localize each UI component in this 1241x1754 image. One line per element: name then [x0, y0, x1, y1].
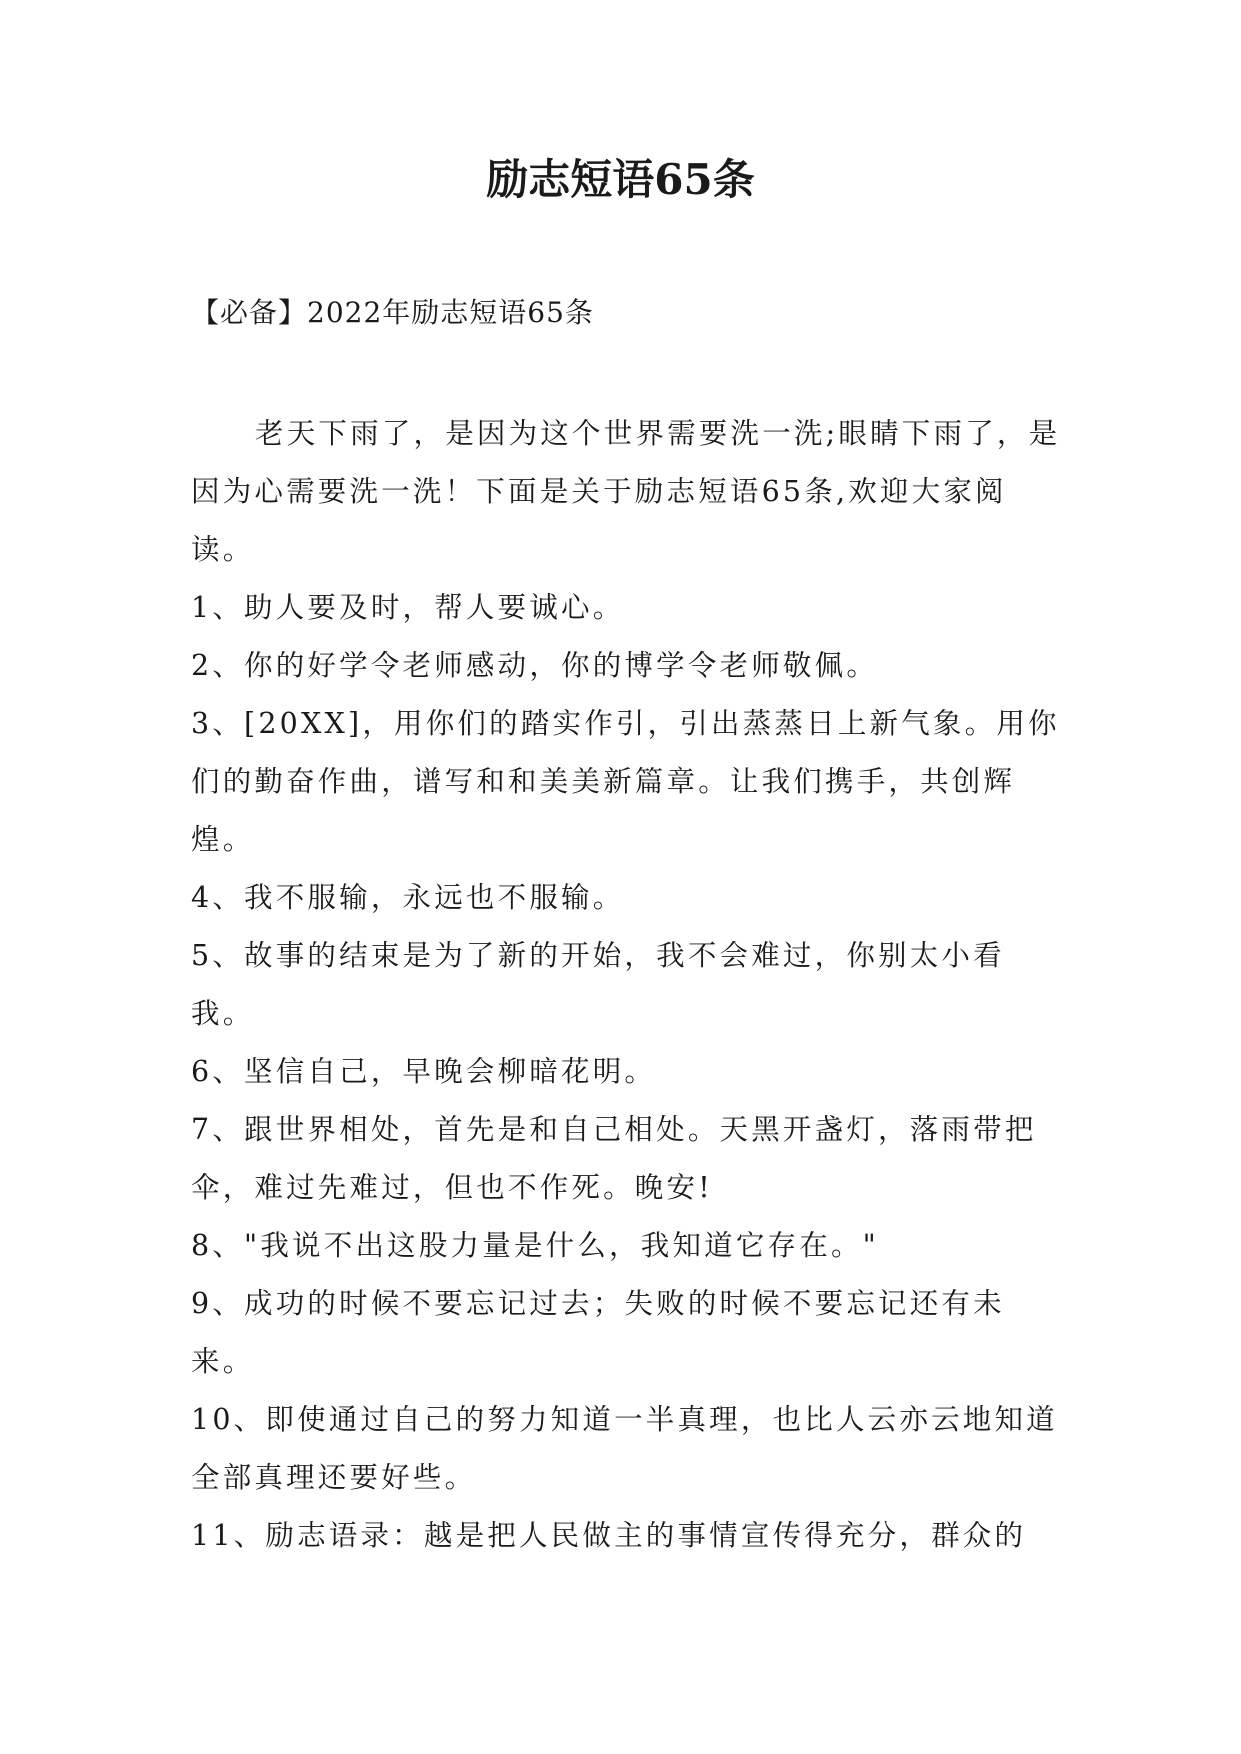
list-item: 10、即使通过自己的努力知道一半真理，也比人云亦云地知道全部真理还要好些。: [191, 1403, 1058, 1494]
document-body: [191, 405, 1061, 1565]
document-title: 励志短语65条: [486, 155, 755, 204]
list-item: 8、"我说不出这股力量是什么，我知道它存在。": [191, 1229, 879, 1262]
list-item: 11、励志语录：越是把人民做主的事情宣传得充分，群众的: [191, 1519, 1027, 1552]
list-item: 3、[20XX]，用你们的踏实作引，引出蒸蒸日上新气象。用你们的勤奋作曲，谱写和和美美新篇章。让我们携手，共创辉煌。: [191, 707, 1060, 856]
intro-paragraph: 老天下雨了，是因为这个世界需要洗一洗;眼睛下雨了，是因为心需要洗一洗！下面是关于励志短语65条,欢迎大家阅读。: [191, 417, 1061, 566]
list-item: 4、我不服输，永远也不服输。: [191, 881, 625, 914]
list-item: 1、助人要及时，帮人要诚心。: [191, 591, 625, 624]
list-item: 7、跟世界相处，首先是和自己相处。天黑开盏灯，落雨带把伞，难过先难过，但也不作死。晚安!: [191, 1113, 1037, 1204]
list-item: 2、你的好学令老师感动，你的博学令老师敬佩。: [191, 649, 879, 682]
list-item: 5、故事的结束是为了新的开始，我不会难过，你别太小看我。: [191, 939, 1005, 1030]
document-subtitle: 【必备】2022年励志短语65条: [191, 296, 594, 329]
list-item: 9、成功的时候不要忘记过去；失败的时候不要忘记还有未来。: [191, 1287, 1005, 1378]
list-item: 6、坚信自己，早晚会柳暗花明。: [191, 1055, 657, 1088]
